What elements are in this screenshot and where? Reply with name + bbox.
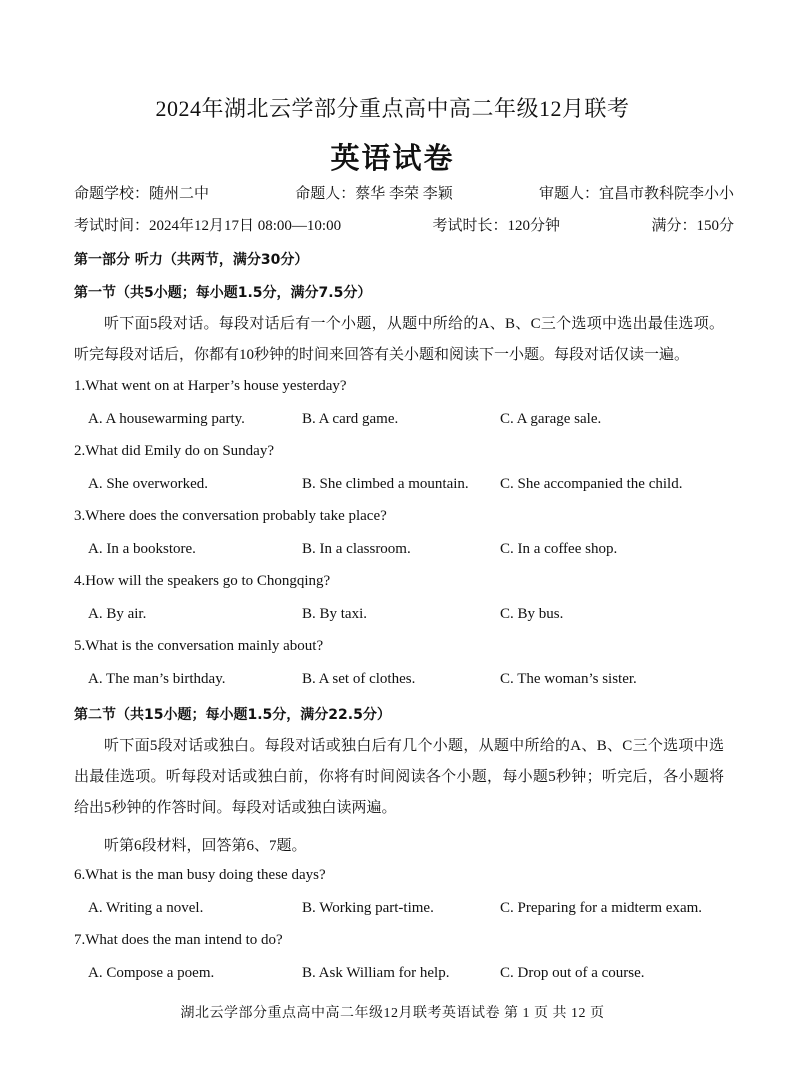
option-b: B. In a classroom. bbox=[302, 541, 411, 557]
section-heading: 第一节（共5小题；每小题1.5分，满分7.5分） bbox=[74, 285, 372, 301]
page-footer: 湖北云学部分重点高中高二年级12月联考英语试卷 第 1 页 共 12 页 bbox=[180, 1006, 605, 1021]
section-heading: 第二节（共15小题；每小题1.5分，满分22.5分） bbox=[74, 707, 391, 723]
option-c: C. In a coffee shop. bbox=[500, 541, 618, 557]
option-b: B. A card game. bbox=[302, 411, 399, 427]
reviewer: 审题人：宜昌市教科院李小小 bbox=[538, 186, 734, 202]
option-b: B. Working part-time. bbox=[302, 900, 434, 916]
option-c: C. The woman’s sister. bbox=[500, 671, 637, 687]
exam-time: 考试时间：2024年12月17日 08:00—10:00 bbox=[74, 218, 342, 234]
part-heading: 第一部分 听力（共两节，满分30分） bbox=[74, 252, 309, 268]
option-c: C. By bus. bbox=[500, 606, 564, 622]
option-c: C. Drop out of a course. bbox=[500, 965, 645, 981]
section-instruction: 听下面5段对话。每段对话后有一个小题，从题中所给的A、B、C三个选项中选出最佳选项。听完每段对话后，你都有10秒钟的时间来回答有关小题和阅读下一小题。每段对话仅读一遍。 bbox=[74, 316, 724, 363]
section-instruction: 听下面5段对话或独白。每段对话或独白后有几个小题，从题中所给的A、B、C三个选项中选出最佳选项。听每段对话或独白前，你将有时间阅读各个小题，每小题5秒钟；听完后，各小题将给出5秒钟的作答时间。每段对话或独白读两遍。 bbox=[74, 738, 724, 816]
option-a: A. She overworked. bbox=[88, 476, 208, 492]
exam-title: 2024年湖北云学部分重点高中高二年级12月联考 bbox=[155, 96, 630, 121]
question: 4.How will the speakers go to Chongqing? bbox=[74, 573, 331, 589]
option-c: C. She accompanied the child. bbox=[500, 476, 683, 492]
exam-duration: 考试时长：120分钟 bbox=[432, 218, 561, 234]
option-a: A. Compose a poem. bbox=[88, 965, 215, 981]
setters: 命题人：蔡华 李荣 李颖 bbox=[295, 186, 453, 202]
option-a: A. In a bookstore. bbox=[88, 541, 196, 557]
option-c: C. Preparing for a midterm exam. bbox=[500, 900, 703, 916]
option-a: A. Writing a novel. bbox=[88, 900, 204, 916]
option-c: C. A garage sale. bbox=[500, 411, 602, 427]
question: 6.What is the man busy doing these days? bbox=[74, 867, 326, 883]
question: 5.What is the conversation mainly about? bbox=[74, 638, 324, 654]
option-a: A. The man’s birthday. bbox=[88, 671, 226, 687]
material-note: 听第6段材料，回答第6、7题。 bbox=[104, 838, 307, 854]
question: 1.What went on at Harper’s house yesterday? bbox=[74, 378, 347, 394]
option-b: B. Ask William for help. bbox=[302, 965, 450, 981]
question: 7.What does the man intend to do? bbox=[74, 932, 283, 948]
option-b: B. A set of clothes. bbox=[302, 671, 416, 687]
option-b: B. By taxi. bbox=[302, 606, 368, 622]
option-a: A. By air. bbox=[88, 606, 147, 622]
question: 3.Where does the conversation probably take place? bbox=[74, 508, 387, 524]
exam-meta-row-2 bbox=[74, 214, 734, 235]
question: 2.What did Emily do on Sunday? bbox=[74, 443, 274, 459]
exam-meta-row-1 bbox=[74, 182, 734, 203]
exam-subject-title: 英语试卷 bbox=[330, 141, 455, 175]
exam-full-score: 满分：150分 bbox=[651, 218, 734, 234]
option-b: B. She climbed a mountain. bbox=[302, 476, 469, 492]
option-a: A. A housewarming party. bbox=[88, 411, 245, 427]
setter-school: 命题学校：随州二中 bbox=[74, 186, 210, 202]
